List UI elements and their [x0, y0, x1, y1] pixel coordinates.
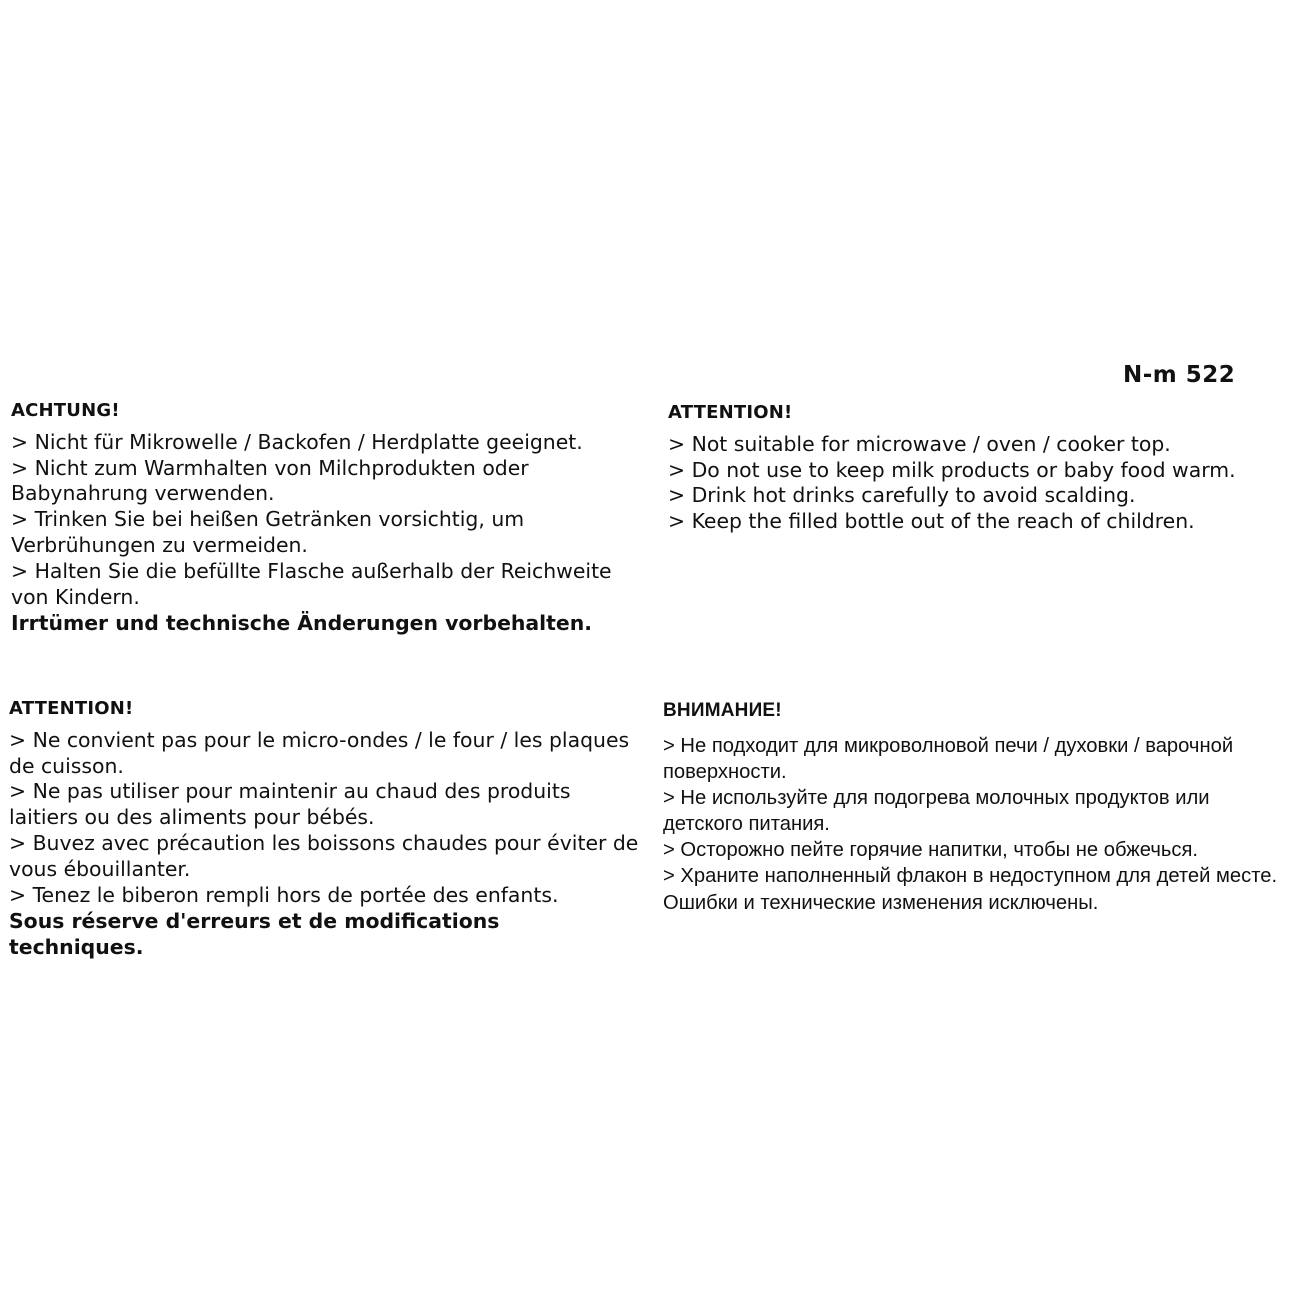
disclaimer: Ошибки и технические изменения исключены.: [663, 892, 1099, 914]
warning-section-french: [9, 696, 645, 961]
warning-line: > Trinken Sie bei heißen Getränken vorsichtig, um Verbrühungen zu vermeiden.: [11, 507, 531, 557]
disclaimer: Irrtümer und technische Änderungen vorbehalten.: [11, 611, 593, 636]
warning-line: > Не используйте для подогрева молочных продуктов или детского питания.: [663, 787, 1216, 835]
section-title: ВНИМАНИЕ!: [663, 700, 782, 721]
warning-line: > Buvez avec précaution les boissons chaudes pour éviter de vous ébouillanter.: [9, 830, 645, 881]
warning-line: > Do not use to keep milk products or baby food warm.: [668, 457, 1236, 482]
warning-line: > Nicht für Mikrowelle / Backofen / Herdplatte geeignet.: [11, 429, 583, 454]
warning-line: > Ne pas utiliser pour maintenir au chaud des produits laitiers ou des aliments pour bébés.: [9, 779, 577, 830]
warning-section-english: [668, 400, 1288, 535]
model-code: N-m 522: [1123, 362, 1236, 388]
warning-line: > Drink hot drinks carefully to avoid scalding.: [668, 483, 1136, 508]
warning-line: > Halten Sie die befüllte Flasche außerhalb der Reichweite von Kindern.: [11, 558, 619, 609]
disclaimer: Sous réserve d'erreurs et de modifications techniques.: [9, 909, 500, 960]
warning-line: > Не подходит для микроволновой печи / духовки / варочной поверхности.: [663, 735, 1239, 783]
warning-section-russian: [663, 698, 1293, 916]
warning-line: > Ne convient pas pour le micro-ondes / le four / les plaques de cuisson.: [9, 727, 636, 778]
warning-line: > Not suitable for microwave / oven / cooker top.: [668, 431, 1171, 456]
warning-line: > Tenez le biberon rempli hors de portée des enfants.: [9, 882, 559, 907]
warning-line: > Nicht zum Warmhalten von Milchprodukten oder Babynahrung verwenden.: [11, 455, 536, 506]
section-title: ACHTUNG!: [11, 400, 120, 421]
warning-section-german: [11, 398, 636, 637]
section-title: ATTENTION!: [9, 698, 134, 719]
warning-line: > Храните наполненный флакон в недоступном для детей месте.: [663, 865, 1278, 887]
section-title: ATTENTION!: [668, 402, 793, 423]
warning-line: > Keep the filled bottle out of the reach of children.: [668, 509, 1195, 534]
warning-line: > Осторожно пейте горячие напитки, чтобы не обжечься.: [663, 839, 1199, 861]
